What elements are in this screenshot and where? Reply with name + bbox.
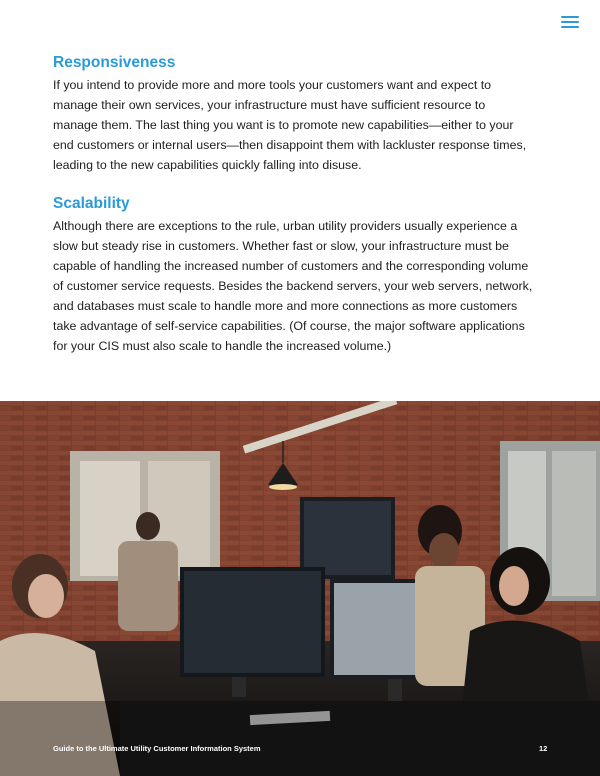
section-heading: Scalability: [53, 195, 130, 212]
section-body: Although there are exceptions to the rule, urban utility providers usually experience a slow but steady rise in customers. Whether fast or slow, your infrastructure must be capable of handling the increased number of customers and the corresponding volume of customer service requests. Besides the backend servers, your web servers, network, and databases must scale to handle more and more connections as more customers take advantage of self-service capabilities. (Of course, the major software applications for your CIS must also scale to handle the increased volume.): [53, 219, 533, 353]
section-responsiveness: [53, 54, 533, 175]
section-body: If you intend to provide more and more tools your customers want and expect to manage their own services, your infrastructure must have sufficient resource to manage them. The last thing you want is to promote new capabilities—either to your end customers or internal users—then disappoint them with lackluster response times, leading to the new capabilities quickly falling into disuse.: [53, 78, 527, 172]
footer-title: Guide to the Ultimate Utility Customer Information System: [53, 744, 261, 753]
section-heading: Responsiveness: [53, 54, 176, 71]
page-number: 12: [539, 744, 548, 753]
office-photo: [0, 401, 600, 776]
section-scalability: [53, 195, 533, 356]
main-content: [53, 54, 533, 376]
hamburger-menu-icon[interactable]: [561, 16, 579, 28]
